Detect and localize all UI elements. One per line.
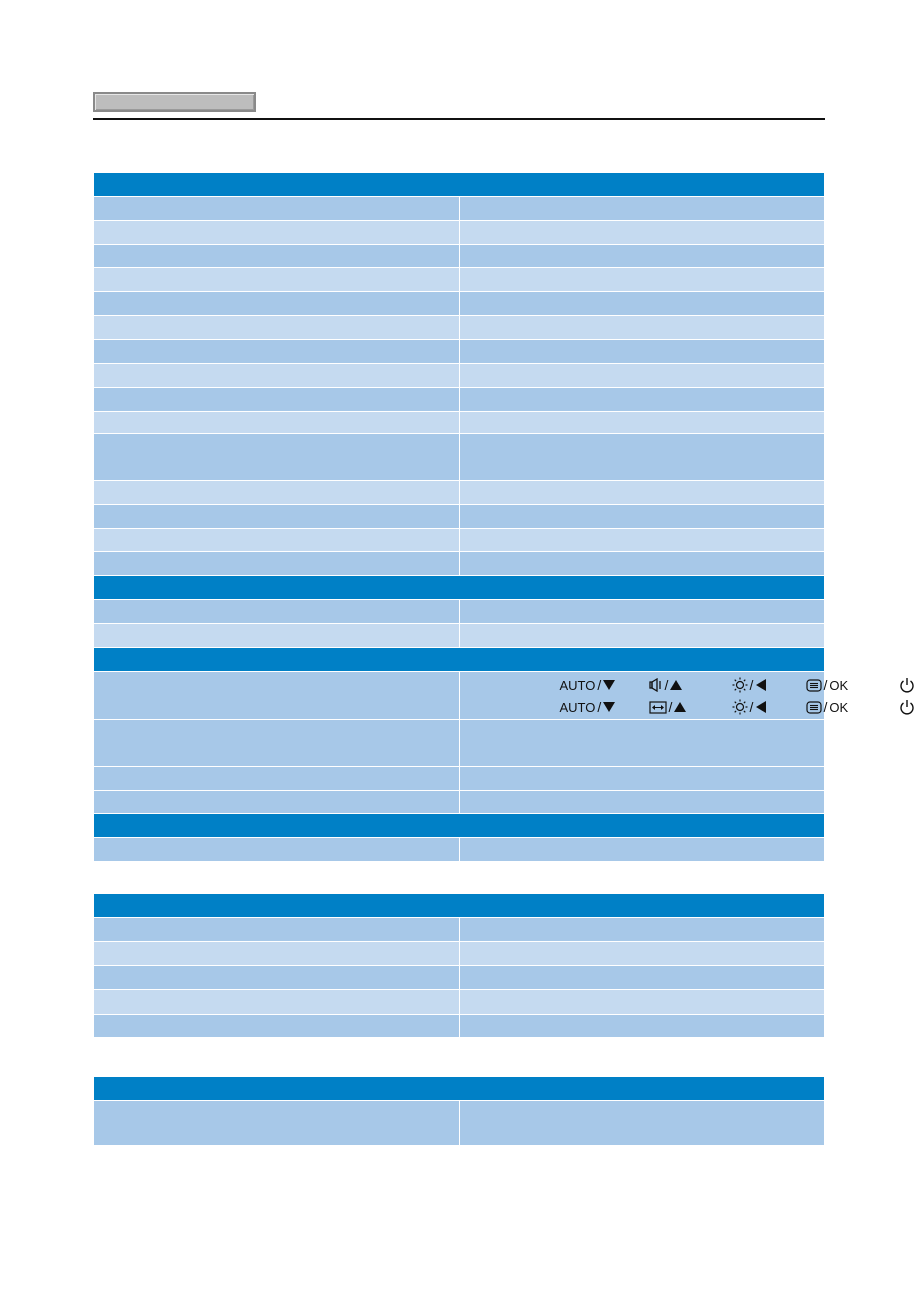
row-label bbox=[94, 918, 460, 942]
menu-icon bbox=[806, 679, 822, 692]
row-label bbox=[94, 316, 460, 340]
row-label bbox=[94, 767, 460, 791]
row-label bbox=[94, 292, 460, 316]
table-row bbox=[94, 197, 825, 221]
section-title bbox=[94, 814, 825, 838]
row-label bbox=[94, 481, 460, 505]
brightness-left-control bbox=[732, 697, 768, 717]
row-label bbox=[94, 672, 460, 720]
row-value bbox=[459, 292, 825, 316]
brightness-icon bbox=[732, 699, 748, 715]
section-header bbox=[94, 173, 825, 197]
row-value bbox=[459, 340, 825, 364]
row-value bbox=[459, 966, 825, 990]
table-row bbox=[94, 600, 825, 624]
row-value bbox=[459, 505, 825, 529]
aspect-up-control bbox=[649, 697, 687, 717]
ok-label: OK bbox=[829, 677, 849, 693]
row-value bbox=[459, 268, 825, 292]
section-header bbox=[94, 894, 825, 918]
row-value bbox=[459, 221, 825, 245]
menu-ok-control bbox=[806, 675, 849, 695]
row-value bbox=[459, 791, 825, 814]
spec-table-secondary bbox=[93, 893, 825, 1038]
controls-line-2 bbox=[460, 697, 849, 717]
row-value bbox=[459, 552, 825, 576]
row-value bbox=[459, 529, 825, 552]
row-label bbox=[94, 624, 460, 648]
table-row bbox=[94, 364, 825, 388]
triangle-down-icon bbox=[603, 701, 615, 713]
row-label bbox=[94, 529, 460, 552]
power-control bbox=[899, 675, 915, 695]
slash: / bbox=[823, 677, 828, 693]
section-title bbox=[94, 648, 825, 672]
controls-line-1 bbox=[460, 675, 849, 695]
controls-row bbox=[94, 672, 825, 720]
row-label bbox=[94, 990, 460, 1015]
slash: / bbox=[597, 677, 602, 693]
row-value bbox=[459, 918, 825, 942]
triangle-down-icon bbox=[603, 679, 615, 691]
row-value bbox=[459, 1101, 825, 1146]
row-value bbox=[459, 245, 825, 268]
triangle-up-icon bbox=[670, 679, 682, 691]
triangle-left-icon bbox=[755, 679, 767, 691]
auto-down-control bbox=[560, 675, 616, 695]
table-row bbox=[94, 434, 825, 481]
table-row bbox=[94, 268, 825, 292]
row-value bbox=[459, 364, 825, 388]
row-label bbox=[94, 340, 460, 364]
section-header bbox=[94, 576, 825, 600]
triangle-up-icon bbox=[674, 701, 686, 713]
section-title bbox=[94, 1077, 825, 1101]
row-value bbox=[459, 481, 825, 505]
row-label bbox=[94, 197, 460, 221]
section-title bbox=[94, 576, 825, 600]
table-row bbox=[94, 990, 825, 1015]
row-label bbox=[94, 412, 460, 434]
row-value bbox=[459, 434, 825, 481]
table-row bbox=[94, 918, 825, 942]
row-label bbox=[94, 720, 460, 767]
row-value bbox=[459, 1015, 825, 1038]
header-divider bbox=[93, 118, 825, 120]
row-value bbox=[459, 197, 825, 221]
power-icon bbox=[899, 699, 915, 715]
row-label bbox=[94, 838, 460, 862]
table-row bbox=[94, 942, 825, 966]
spec-table-tertiary bbox=[93, 1076, 825, 1146]
row-value bbox=[459, 388, 825, 412]
slash: / bbox=[668, 699, 673, 715]
table-row bbox=[94, 552, 825, 576]
triangle-left-icon bbox=[755, 701, 767, 713]
row-label bbox=[94, 552, 460, 576]
row-label bbox=[94, 221, 460, 245]
table-row bbox=[94, 720, 825, 767]
volume-up-control bbox=[649, 675, 683, 695]
auto-down-control bbox=[560, 697, 616, 717]
power-icon bbox=[899, 677, 915, 693]
row-value bbox=[459, 838, 825, 862]
table-row bbox=[94, 1101, 825, 1146]
table-row bbox=[94, 1015, 825, 1038]
row-value bbox=[459, 767, 825, 791]
spec-table-main bbox=[93, 172, 849, 862]
row-label bbox=[94, 942, 460, 966]
section-title bbox=[94, 173, 825, 197]
slash: / bbox=[597, 699, 602, 715]
section-header bbox=[94, 1077, 825, 1101]
row-value bbox=[459, 412, 825, 434]
page-tab-button[interactable] bbox=[93, 92, 256, 112]
slash: / bbox=[749, 677, 754, 693]
menu-ok-control bbox=[806, 697, 849, 717]
section-header bbox=[94, 814, 825, 838]
row-value bbox=[459, 624, 825, 648]
row-label bbox=[94, 505, 460, 529]
table-row bbox=[94, 388, 825, 412]
row-label bbox=[94, 600, 460, 624]
row-label bbox=[94, 1015, 460, 1038]
row-label bbox=[94, 1101, 460, 1146]
row-value bbox=[459, 990, 825, 1015]
row-label bbox=[94, 268, 460, 292]
row-label bbox=[94, 245, 460, 268]
row-label bbox=[94, 364, 460, 388]
table-row bbox=[94, 481, 825, 505]
row-label bbox=[94, 966, 460, 990]
table-row bbox=[94, 221, 825, 245]
auto-label: AUTO bbox=[559, 677, 596, 693]
aspect-icon bbox=[649, 701, 667, 714]
auto-label: AUTO bbox=[559, 699, 596, 715]
row-value bbox=[459, 942, 825, 966]
table-row bbox=[94, 505, 825, 529]
volume-icon bbox=[649, 678, 663, 692]
row-label bbox=[94, 388, 460, 412]
brightness-icon bbox=[732, 677, 748, 693]
section-title bbox=[94, 894, 825, 918]
table-row bbox=[94, 624, 825, 648]
slash: / bbox=[823, 699, 828, 715]
ok-label: OK bbox=[829, 699, 849, 715]
row-label bbox=[94, 434, 460, 481]
brightness-left-control bbox=[732, 675, 768, 695]
table-row bbox=[94, 292, 825, 316]
power-control bbox=[899, 697, 915, 717]
table-row bbox=[94, 767, 825, 791]
table-row bbox=[94, 838, 825, 862]
table-row bbox=[94, 791, 825, 814]
table-row bbox=[94, 245, 825, 268]
row-value bbox=[459, 316, 825, 340]
slash: / bbox=[664, 677, 669, 693]
slash: / bbox=[749, 699, 754, 715]
controls-value bbox=[459, 672, 849, 720]
section-header bbox=[94, 648, 825, 672]
table-row bbox=[94, 529, 825, 552]
table-row bbox=[94, 316, 825, 340]
table-row bbox=[94, 966, 825, 990]
row-value bbox=[459, 600, 825, 624]
menu-icon bbox=[806, 701, 822, 714]
table-row bbox=[94, 340, 825, 364]
row-label bbox=[94, 791, 460, 814]
row-value bbox=[459, 720, 825, 767]
table-row bbox=[94, 412, 825, 434]
